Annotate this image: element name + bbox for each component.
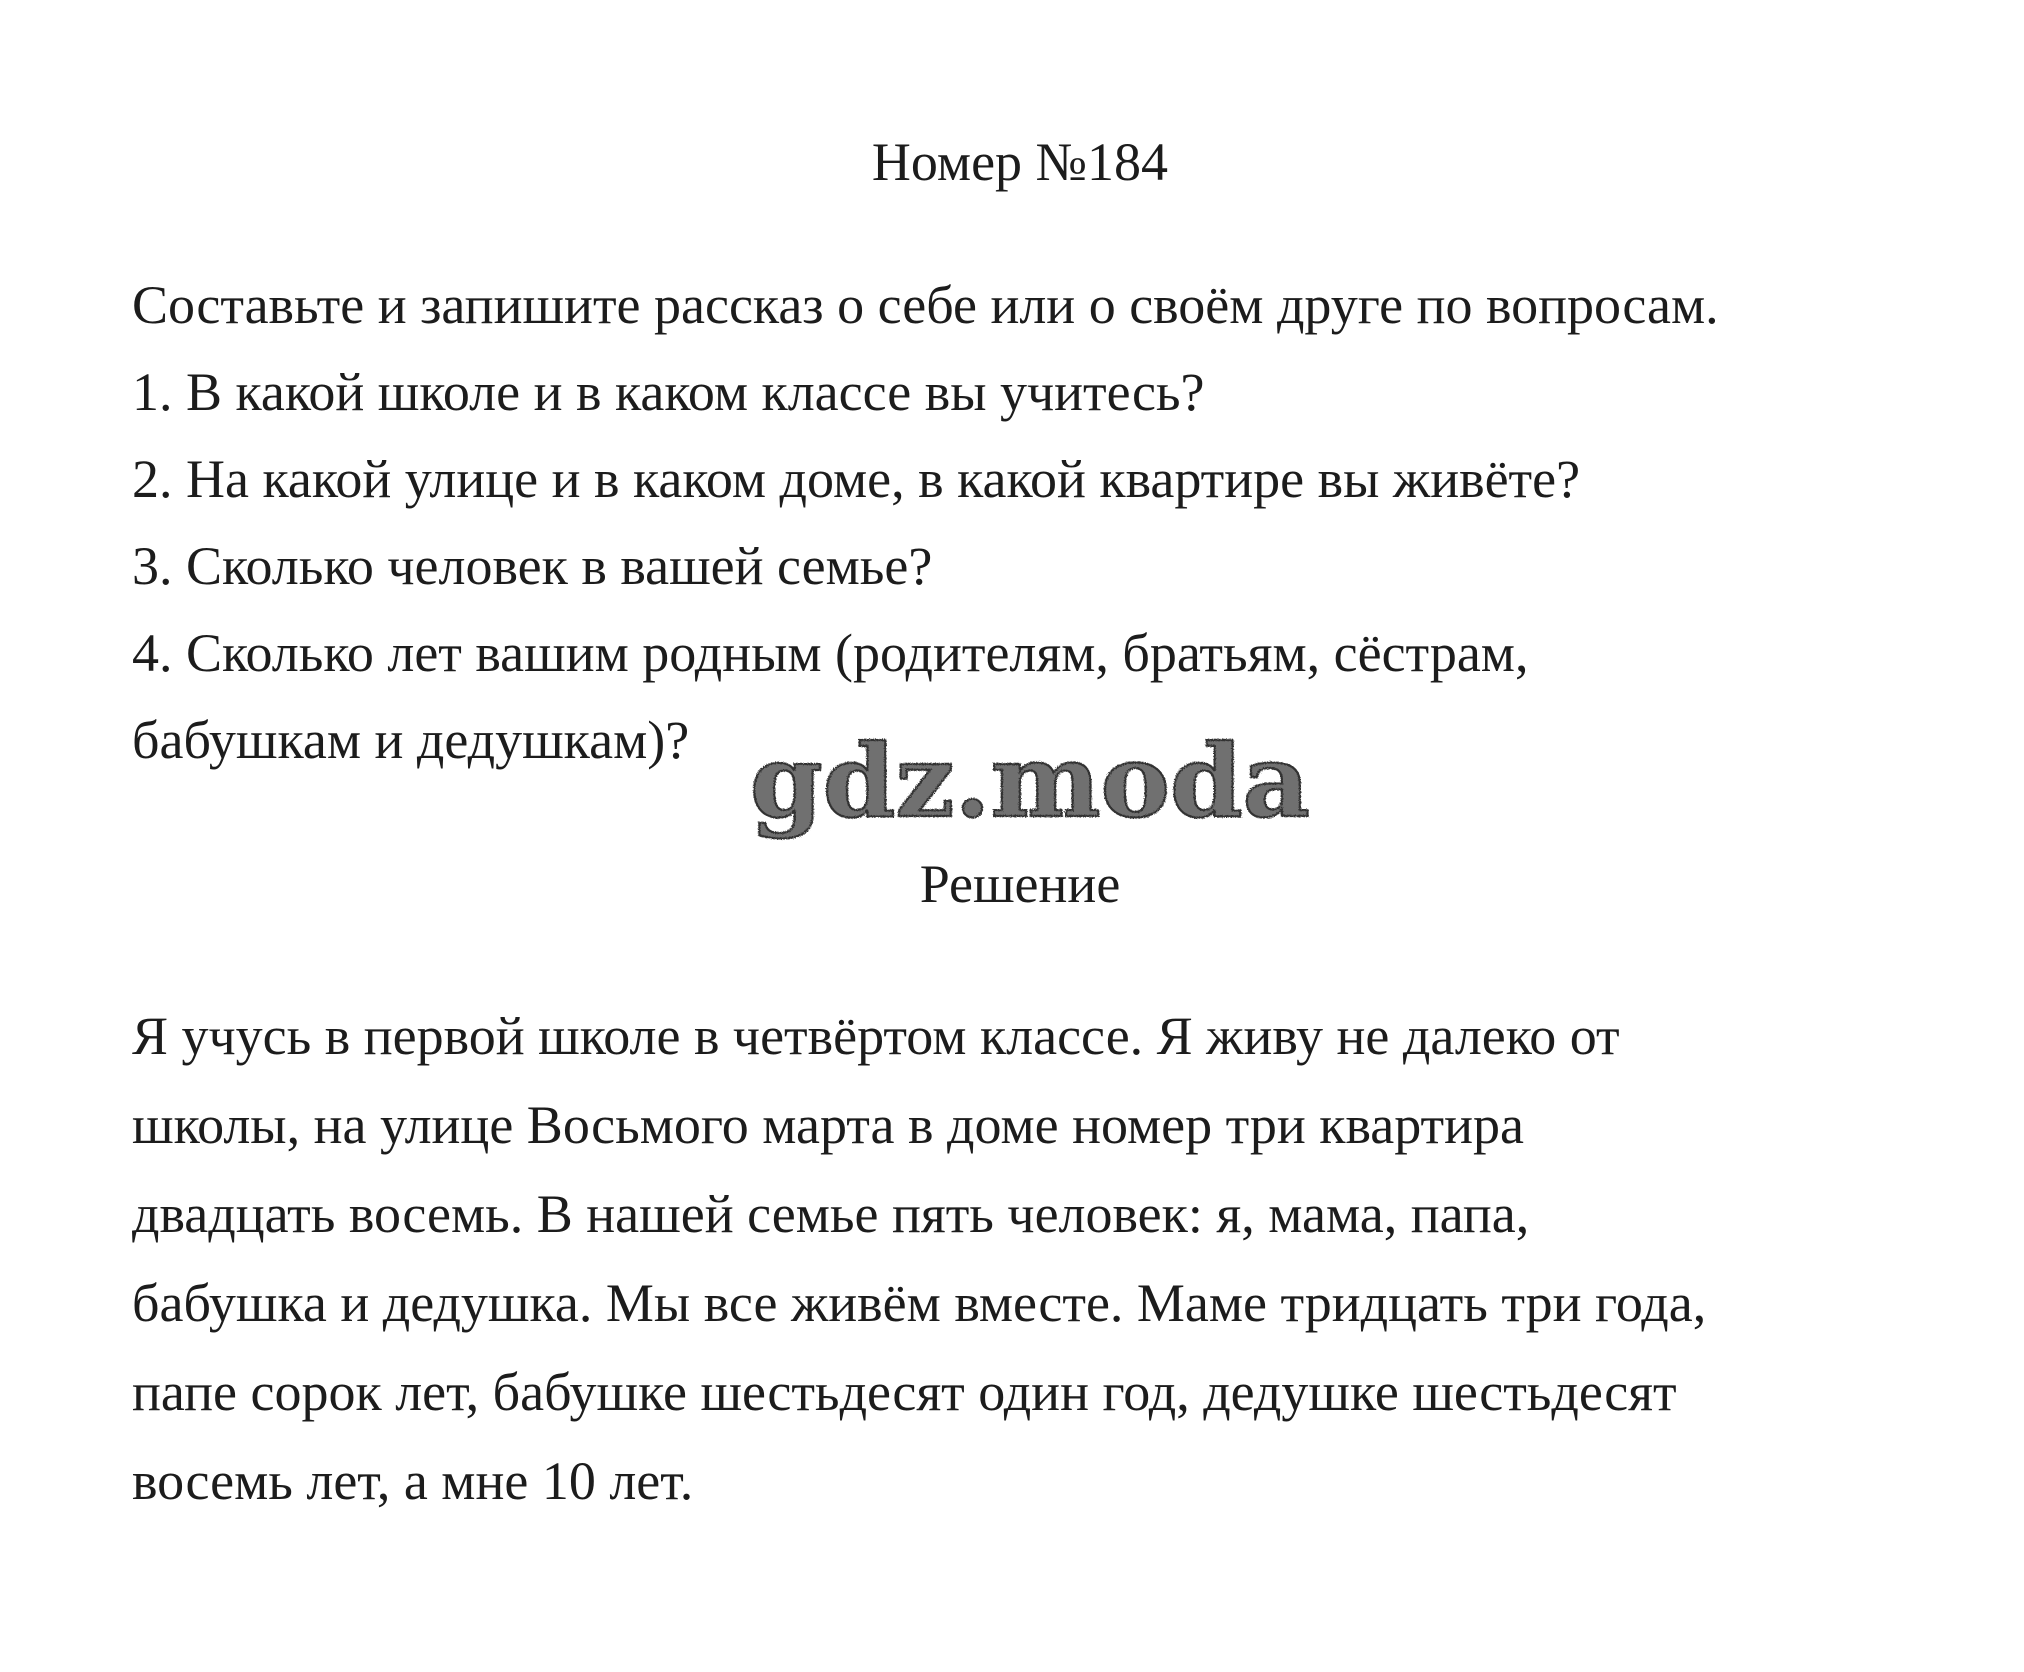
solution-text [132, 992, 1992, 1526]
task-line: 2. На какой улице и в каком доме, в какой квартире вы живёте? [132, 449, 1581, 509]
task-line: 4. Сколько лет вашим родным (родителям, братьям, сёстрам, [132, 623, 1529, 683]
solution-line: бабушка и дедушка. Мы все живём вместе. Маме тридцать три года, [132, 1273, 1707, 1333]
task-line: 3. Сколько человек в вашей семье? [132, 536, 933, 596]
solution-heading: Решение [919, 854, 1121, 914]
task-text [132, 262, 1992, 784]
task-line: бабушкам и дедушкам)? [132, 710, 690, 770]
solution-line: школы, на улице Восьмого марта в доме номер три квартира [132, 1095, 1525, 1155]
solution-line: папе сорок лет, бабушке шестьдесят один год, дедушке шестьдесят [132, 1362, 1677, 1422]
task-line: Составьте и запишите рассказ о себе или о своём друге по вопросам. [132, 275, 1719, 335]
task-line: 1. В какой школе и в каком классе вы учитесь? [132, 362, 1205, 422]
watermark-logo [740, 734, 1320, 860]
solution-line: Я учусь в первой школе в четвёртом классе. Я живу не далеко от [132, 1006, 1620, 1066]
page-title: Номер №184 [871, 132, 1169, 192]
solution-line: двадцать восемь. В нашей семье пять человек: я, мама, папа, [132, 1184, 1530, 1244]
solution-line: восемь лет, а мне 10 лет. [132, 1451, 694, 1511]
svg-text:gdz.moda: gdz.moda [750, 734, 1310, 840]
